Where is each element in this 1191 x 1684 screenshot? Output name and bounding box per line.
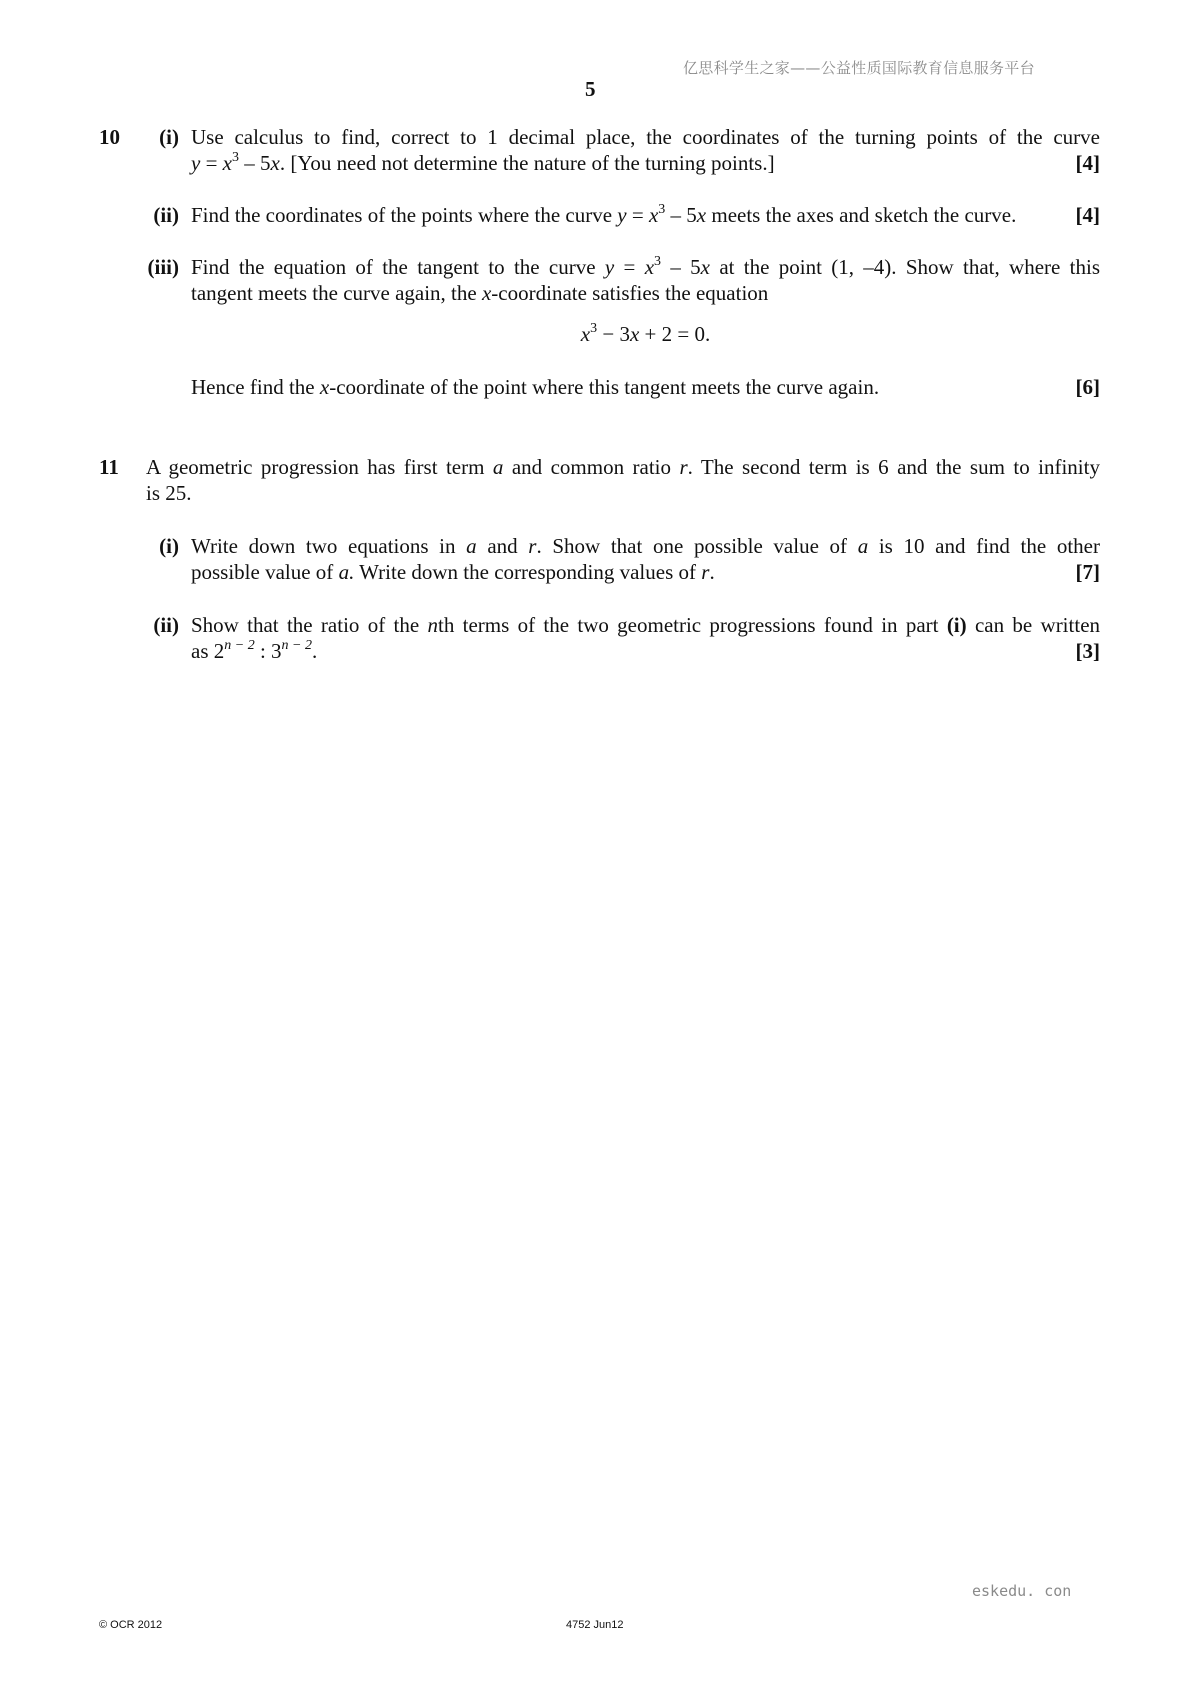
var-a: a xyxy=(492,455,504,479)
question-10-i-text xyxy=(191,124,1100,176)
var-x: x xyxy=(629,322,640,346)
question-11-i-line1 xyxy=(191,533,1100,559)
text-fragment: Show that the ratio of the xyxy=(191,613,428,637)
text-fragment: and common ratio xyxy=(503,455,680,479)
var-x: x xyxy=(481,281,492,305)
var-r: r xyxy=(528,534,537,558)
question-11-intro xyxy=(146,454,1100,506)
exponent: n − 2 xyxy=(224,638,255,653)
text-fragment: . xyxy=(312,639,318,663)
question-10-ii-line1 xyxy=(191,202,1100,228)
question-10-iii-line2 xyxy=(191,280,1100,306)
text-fragment: − 3 xyxy=(597,322,630,346)
text-fragment: + 2 = 0. xyxy=(639,322,711,346)
question-10-iii-line1 xyxy=(191,254,1100,280)
question-number-11: 11 xyxy=(99,455,119,479)
exponent: 3 xyxy=(590,321,598,336)
text-fragment: -coordinate satisfies the equation xyxy=(491,281,769,305)
question-11-i-line2 xyxy=(191,559,1100,585)
text-fragment: and xyxy=(476,534,529,558)
question-10-iii-hence xyxy=(191,374,1100,400)
question-11-intro-line1 xyxy=(146,454,1100,480)
text-fragment: – 5 xyxy=(665,203,697,227)
text-fragment: can be written xyxy=(966,613,1101,637)
text-fragment: Write down two equations in xyxy=(191,534,467,558)
var-x: x xyxy=(270,151,280,175)
var-a: a. xyxy=(338,560,355,584)
var-n: n xyxy=(427,613,438,637)
var-a: a xyxy=(466,534,477,558)
text-fragment: : 3 xyxy=(254,639,282,663)
text-fragment: . xyxy=(709,560,715,584)
var-x: x xyxy=(319,375,330,399)
hence-line xyxy=(191,374,1100,400)
text-fragment: . [You need not determine the nature of the turning points.] xyxy=(279,151,775,175)
exponent: 3 xyxy=(654,254,662,269)
var-y: y xyxy=(604,255,615,279)
exponent: 3 xyxy=(232,150,239,165)
text-fragment: th terms of the two geometric progressions found in part xyxy=(437,613,947,637)
question-11-ii-text xyxy=(191,612,1100,664)
text-fragment: meets the axes and sketch the curve. xyxy=(706,203,1017,227)
var-r: r xyxy=(701,560,710,584)
watermark-header: 亿思科学生之家——公益性质国际教育信息服务平台 xyxy=(683,59,1035,77)
question-10-iii-text xyxy=(191,254,1100,306)
text-fragment: at the point (1, –4). Show that, where this xyxy=(710,255,1101,279)
question-10-i-line1: Use calculus to find, correct to 1 decimal place, the coordinates of the turning points of the curve xyxy=(191,125,1100,149)
text-fragment: Find the coordinates of the points where the curve xyxy=(191,203,618,227)
text-fragment: -coordinate of the point where this tangent meets the curve again. xyxy=(329,375,880,399)
question-11-intro-line2: is 25. xyxy=(146,481,192,505)
question-11-ii-line1 xyxy=(191,612,1100,638)
watermark-footer: eskedu. con xyxy=(972,1582,1072,1600)
text-fragment: – 5 xyxy=(661,255,701,279)
marks-10-iii: [6] xyxy=(1075,375,1100,399)
question-11-ii-line2 xyxy=(191,638,1100,664)
text-fragment: Hence find the xyxy=(191,375,320,399)
equation-cubic xyxy=(191,321,1100,347)
exponent: n − 2 xyxy=(281,638,312,653)
var-a: a xyxy=(857,534,869,558)
var-y: y xyxy=(191,151,201,175)
var-y: y xyxy=(617,203,627,227)
text-fragment: tangent meets the curve again, the xyxy=(191,281,482,305)
text-fragment: – 5 xyxy=(239,151,271,175)
text-fragment: possible value of xyxy=(191,560,339,584)
part-label-10-i: (i) xyxy=(159,125,179,149)
marks-10-i: [4] xyxy=(1075,151,1100,175)
text-fragment: Write down the corresponding values of xyxy=(354,560,702,584)
text-fragment: Find the equation of the tangent to the curve xyxy=(191,255,605,279)
exponent: 3 xyxy=(658,202,666,217)
question-10-i-line2 xyxy=(191,150,1100,176)
var-x: x xyxy=(580,322,591,346)
text-fragment: . The second term is 6 and the sum to infinity xyxy=(687,455,1100,479)
footer-paper-code: 4752 Jun12 xyxy=(566,1619,624,1631)
var-x: x xyxy=(222,151,232,175)
var-r: r xyxy=(679,455,688,479)
text-fragment: . Show that one possible value of xyxy=(536,534,858,558)
marks-10-ii: [4] xyxy=(1075,203,1100,227)
eq-sign: = xyxy=(614,255,645,279)
marks-11-i: [7] xyxy=(1075,560,1100,584)
marks-11-ii: [3] xyxy=(1075,639,1100,663)
question-number-10: 10 xyxy=(99,125,120,149)
part-label-10-ii: (ii) xyxy=(153,203,179,227)
footer-copyright: © OCR 2012 xyxy=(99,1619,163,1631)
part-label-10-iii: (iii) xyxy=(147,255,179,279)
part-label-11-ii: (ii) xyxy=(153,613,179,637)
question-11-i-text xyxy=(191,533,1100,585)
eq-sign: = xyxy=(200,151,223,175)
page-number: 5 xyxy=(585,77,596,101)
part-reference: (i) xyxy=(946,613,967,637)
question-10-ii-text xyxy=(191,202,1100,228)
part-label-11-i: (i) xyxy=(159,534,179,558)
text-fragment: is 10 and find the other xyxy=(868,534,1100,558)
var-x: x xyxy=(700,255,710,279)
var-x: x xyxy=(696,203,707,227)
eq-sign: = xyxy=(626,203,649,227)
text-fragment: A geometric progression has first term xyxy=(146,455,493,479)
var-x: x xyxy=(644,255,655,279)
text-fragment: as 2 xyxy=(191,639,225,663)
var-x: x xyxy=(648,203,659,227)
